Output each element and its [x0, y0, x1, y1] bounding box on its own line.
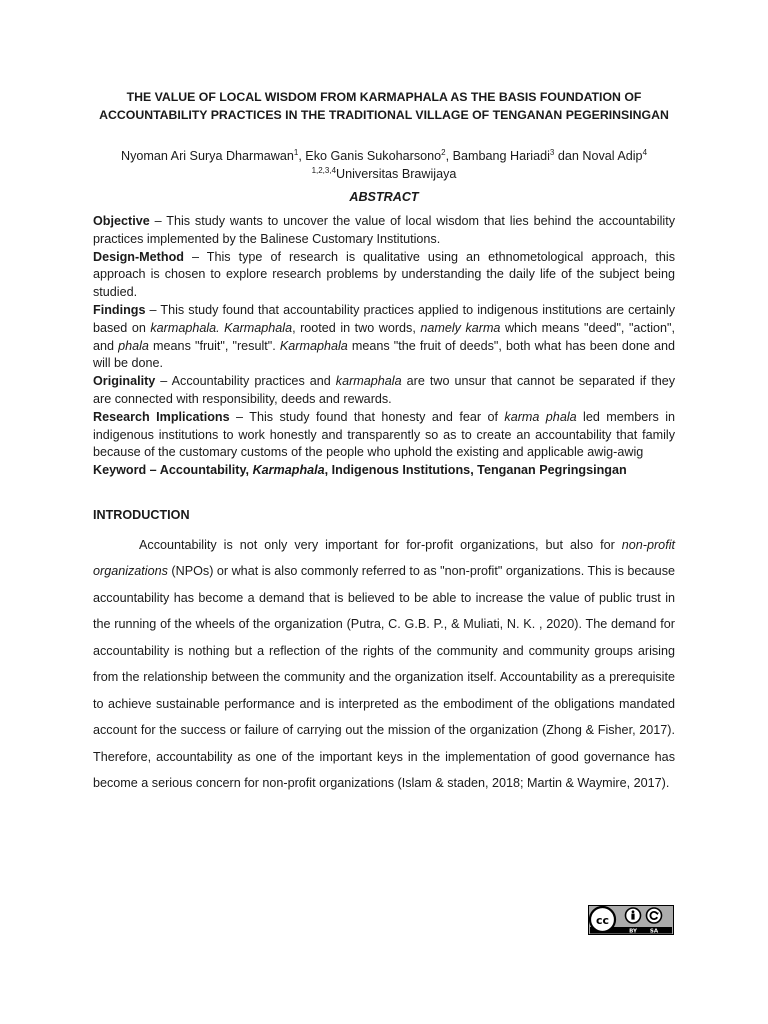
section-text: – This type of research is qualitative using an ethnometological approach, this approach is chosen to explore research problems by understanding the daily life of the subject being studied. [93, 249, 675, 300]
section-text: – This study found that honesty and fear of [229, 409, 505, 424]
license-by-label: BY [629, 928, 637, 935]
section-text: – This study wants to uncover the value of local wisdom that lies behind the accountability practices implemented by the Balinese Customary Institutions. [93, 214, 675, 246]
section-label: Objective [93, 214, 150, 228]
affiliation [93, 165, 675, 183]
cc-by-sa-icon [588, 905, 674, 935]
author-list [93, 147, 675, 165]
author-superscript: 1 [293, 148, 299, 157]
abstract-design-method [93, 249, 675, 302]
author-name: Nyoman Ari Surya Dharmawan [120, 149, 294, 163]
introduction-paragraph [93, 532, 675, 797]
section-text: which means "deed", "action", and [93, 320, 675, 353]
abstract-research-implications [93, 409, 675, 462]
affiliation-name: Universitas Brawijaya [336, 167, 457, 181]
italic-term: karmaphala [335, 374, 402, 389]
section-text: – This study found that accountability practices applied to indigenous institutions are certainly based on [93, 302, 675, 335]
section-label: Originality [93, 374, 156, 389]
svg-text:cc: cc [595, 914, 610, 927]
abstract-heading: ABSTRACT [349, 190, 419, 204]
section-text: , rooted in two words, [292, 320, 421, 335]
introduction-heading: INTRODUCTION [93, 507, 190, 522]
abstract [93, 213, 675, 480]
italic-term: karma phala [504, 409, 577, 424]
section-text: means "the fruit of deeds", both what has been done and will be done. [93, 338, 675, 371]
author-name: dan Noval Adip [554, 149, 643, 163]
paper-page [93, 88, 675, 797]
author-name: , Bambang Hariadi [445, 149, 550, 163]
keyword-text: Keyword – Accountability, [93, 463, 253, 478]
license-sa-label: SA [649, 928, 659, 935]
italic-term: non-profit organizations [93, 537, 675, 579]
section-label: Research Implications [93, 409, 230, 424]
abstract-findings [93, 302, 675, 373]
paragraph-text: Accountability is not only very important for for-profit organizations, but also for [139, 537, 622, 552]
author-name: , Eko Ganis Sukoharsono [298, 149, 442, 163]
section-text: means "fruit", "result". [148, 338, 280, 353]
paper-title: THE VALUE OF LOCAL WISDOM FROM KARMAPHALA AS THE BASIS FOUNDATION OF ACCOUNTABILITY PRACTICES IN THE TRADITIONAL VILLAGE OF TENGANAN PEGERINSINGAN [99, 90, 669, 122]
keyword-text: , Indigenous Institutions, Tenganan Pegringsingan [324, 463, 627, 478]
italic-term: Karmaphala [279, 338, 348, 353]
italic-term: Karmaphala [224, 320, 293, 335]
abstract-keywords [93, 462, 675, 480]
author-superscript: 2 [441, 148, 446, 157]
abstract-originality [93, 373, 675, 409]
italic-term: phala [118, 338, 149, 353]
italic-term: namely karma [420, 320, 501, 335]
paragraph-text: (NPOs) or what is also commonly referred to as "non-profit" organizations. This is because accountability has become a demand that is believed to be able to increase the value of public trust in the running of the wheels of the organization (Putra, C. G.B. P., & Muliati, N. K. , 2020). The demand for accountability is nothing but a reflection of the rights of the community and community groups arising from the relationship between the community and the organization itself. Accountability as a prerequisite to achieve sustainable performance and is interpreted as the embodiment of the obligations mandated account for the success or failure of carrying out the mission of the organization (Zhong & Fisher, 2017). Therefore, accountability as one of the important keys in the implementation of good governance has become a serious concern for non-profit organizations (Islam & staden, 2018; Martin & Waymire, 2017). [93, 564, 675, 791]
section-text: led members in indigenous institutions to work honestly and transparently so as to create an accountability that family because of the customary customs of the people who uphold the existing and applicable awig-awig [93, 409, 675, 460]
italic-term: Karmaphala [252, 463, 325, 478]
section-text: are two unsur that cannot be separated if they are connected with responsibility, deeds and rewards. [93, 374, 676, 406]
section-label: Findings [93, 302, 146, 317]
affiliation-superscript: 1,2,3,4 [311, 166, 337, 175]
author-superscript: 4 [642, 148, 648, 157]
author-superscript: 3 [549, 148, 555, 157]
italic-term: karmaphala. [150, 320, 220, 335]
section-label: Design-Method [93, 249, 184, 264]
section-text: – Accountability practices and [155, 374, 336, 389]
abstract-objective [93, 213, 675, 249]
